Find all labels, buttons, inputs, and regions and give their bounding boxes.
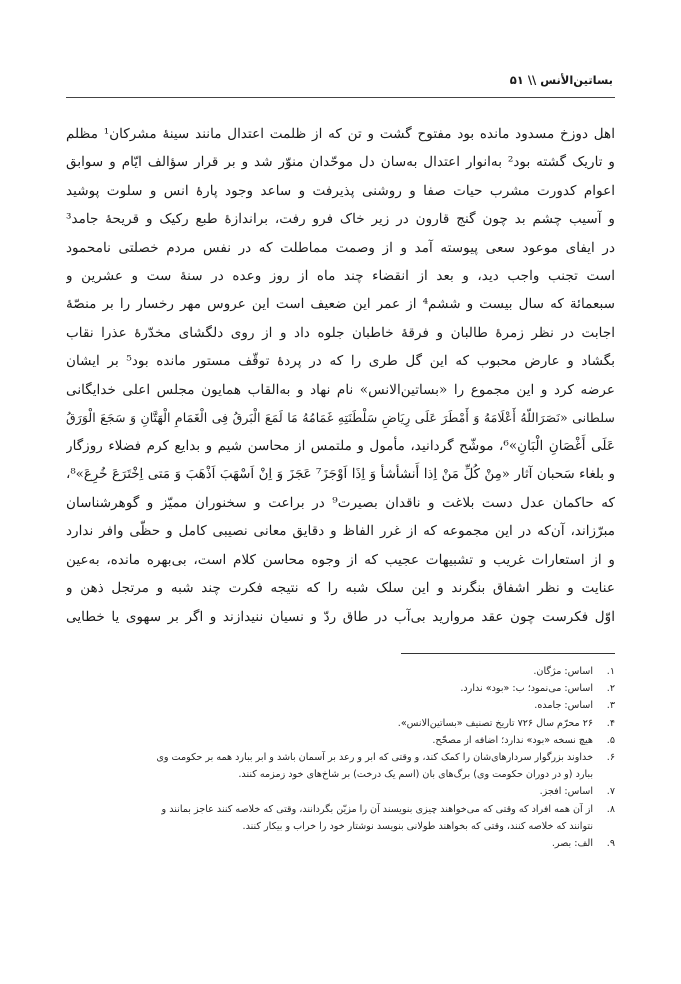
footnote-text [66, 715, 593, 732]
running-header: بساتین‌الأنس \\ ۵۱ [509, 73, 613, 87]
footnote-text [66, 801, 593, 835]
footnote-line: اساس: می‌نمود؛ ب: «بود» ندارد. [460, 683, 593, 695]
footnote-text [66, 835, 593, 852]
text-line: سلطانی «نَصَرَاللّهُ أَعْلَامَهُ وَ أَمْطَرَ عَلَی رِيَاضِ سَلْطَنَتِهِ غَمَامُهُ مَا لَمَعَ الْبَرقُ فِی الْغَمَامِ الْهَتَّانِ وَ سَجَعَ الْوَرَقُ [66, 409, 615, 425]
text-line: اعوام کدورت مشرب حیات صفا و روشنی پذیرفت و ساعد وجود پارهٔ انس و سلوت پوشید [66, 182, 615, 199]
footnote [66, 783, 615, 800]
footnote-number: ۸. [606, 803, 615, 815]
footnote-number: ۹. [606, 838, 615, 850]
footnote-number: ۵. [606, 734, 615, 746]
text-line: اهل دوزخ مسدود مانده بود مفتوح گشت و تن که از ظلمت اعتدال مانند سینهٔ مشرکان¹ مظلم [66, 126, 615, 142]
footnote-line: نتوانند که خلاصه کنند، وقتی که بخواهند طولانی بنویسد نوشتار خود را خراب و بیکار کنند. [242, 820, 593, 832]
footnote-text [66, 680, 593, 697]
footnote [66, 680, 615, 697]
footnote [66, 732, 615, 749]
text-line: و از استعارات غریب و تشبیهات عجیب که از وجوه محاسن کلام است، بی‌بهره مانده، به‌عین [66, 551, 615, 568]
footnote-text [66, 663, 593, 680]
footnote-number: ۲. [606, 683, 615, 695]
footnote-number: ۱. [606, 666, 615, 677]
footnote-text [66, 732, 593, 749]
text-line: است تجنب واجب دید، و بعد از انقضاء چند ماه از روز وعده در سنهٔ ست و عشرین و [66, 267, 615, 284]
footnote-text [66, 783, 593, 800]
footnote [66, 663, 615, 680]
footnote-line: ۲۶ محرّم سال ۷۲۶ تاریخ تصنیف «بساتین‌الانس». [397, 717, 593, 729]
footnote-number: ۷. [606, 786, 615, 798]
body-text [66, 120, 615, 631]
text-line: عنایت و نظر اشفاق بنگرند و این سلک شبه را که نتیجه فکرت چند شبه و مرتجل ذهن و [66, 580, 615, 597]
text-line: اوّل فکرست چون عقد مروارید بی‌آب در طاق ردّ و نسیان ننیدازند و اگر بر سهوی یا خطایی [66, 608, 615, 625]
footnote-line: ببارد (و در دوران حکومت وی) برگ‌های بان (اسم یک درخت) بر شاخ‌های خود زمزمه کنند. [238, 769, 593, 781]
footnote-number: ۶. [606, 752, 615, 764]
footnote [66, 749, 615, 783]
text-line: عرضه کرد و این مجموع را «بساتین‌الانس» نام نهاد و به‌القاب همایون مجلس اعلی خدایگانی [66, 381, 615, 398]
text-line: عَلَی أَغْصَانِ الْبَانِ»⁶، موشّح گردانید، مأمول و ملتمس از محاسن شیم و بدایع کرم فضلاء روزگار [66, 438, 615, 455]
text-line: اجابت در نظر زمرهٔ طالبان و فرقهٔ خاطبان جلوه داد و از روی دلگشای مخدّرهٔ عذرا نقاب [66, 324, 615, 341]
footnote-text [66, 697, 593, 714]
text-line: و بلغاء سَحبان آثار «مِنْ کُلِّ مَنْ اِذا أَنشأشأ وَ اِذَا اَوْجَزَ⁷ عَجَزَ وَ اِنْ اَسْهَبَ اَذْهَبَ وَ مَتی اِخْتَرَعَ خُرِعَ»⁸، [66, 466, 615, 482]
text-line: و آسیب چشم بد چون گنج قارون در زیر خاک فرو رفت، براندازهٔ طبع رکیک و قریحهٔ جامد³ [66, 211, 615, 228]
footnote [66, 697, 615, 714]
footnote-text [66, 749, 593, 783]
footnote-line: خداوند بزرگوار سردارهای‌شان را کمک کند، و وقتی که ابر و رعد بر آسمان باشد و ابر ببارد همه بر حکومت وی [156, 752, 593, 764]
footnote-line: اساس: افجز. [539, 786, 593, 798]
text-line: و تاریک گشته بود² به‌انوار اعتدال به‌سان دل موحّدان منوّر شد و بر قرار سؤالف ایّام و سوابق [66, 154, 615, 171]
footnote-number: ۴. [606, 717, 615, 729]
footnote-line: الف: بصر. [551, 838, 593, 850]
footnotes [66, 663, 615, 852]
text-line: که حاکمان عدل دست بلاغت و ناقدان بصیرت⁹ در براعت و سخنوران ممیّز و گوهرشناسان [66, 495, 615, 512]
footnote-line: هیچ نسخه «بود» ندارد؛ اضافه از مصحّح. [432, 734, 593, 746]
footnote [66, 801, 615, 835]
footnote-separator [401, 653, 615, 654]
header-rule [66, 97, 615, 98]
footnote [66, 835, 615, 852]
footnote-line: اساس: جامده. [534, 700, 593, 712]
footnote [66, 715, 615, 732]
text-line: مبرّزاند، آن‌که در این مجموعه که از غرر الفاظ و دقایق معانی نصیبی کامل و حظّی وافر ندارد [66, 523, 615, 540]
text-line: در ایفای موعود سعی پیوسته آمد و از وصمت مماطلت که در نفس مردم خصلتی نامحمود [66, 239, 615, 256]
text-line: بگشاد و عارض محبوب که این گل طری را که در پردهٔ توقّف مستور مانده بود⁵ بر ایشان [66, 353, 615, 370]
footnote-line: از آن همه افراد که وقتی که می‌خواهند چیزی بنویسند آن را مزیّن بگردانند، وقتی که خلاصه کنند عاجز بمانند و [161, 803, 593, 815]
footnote-number: ۳. [606, 700, 615, 712]
footnote-line: اساس: مژگان. [533, 666, 593, 677]
text-line: سبعمائة که سال بیست و ششم⁴ از عمر این ضعیف است این عروس مهر رخسار را بر منصّهٔ [66, 296, 615, 313]
